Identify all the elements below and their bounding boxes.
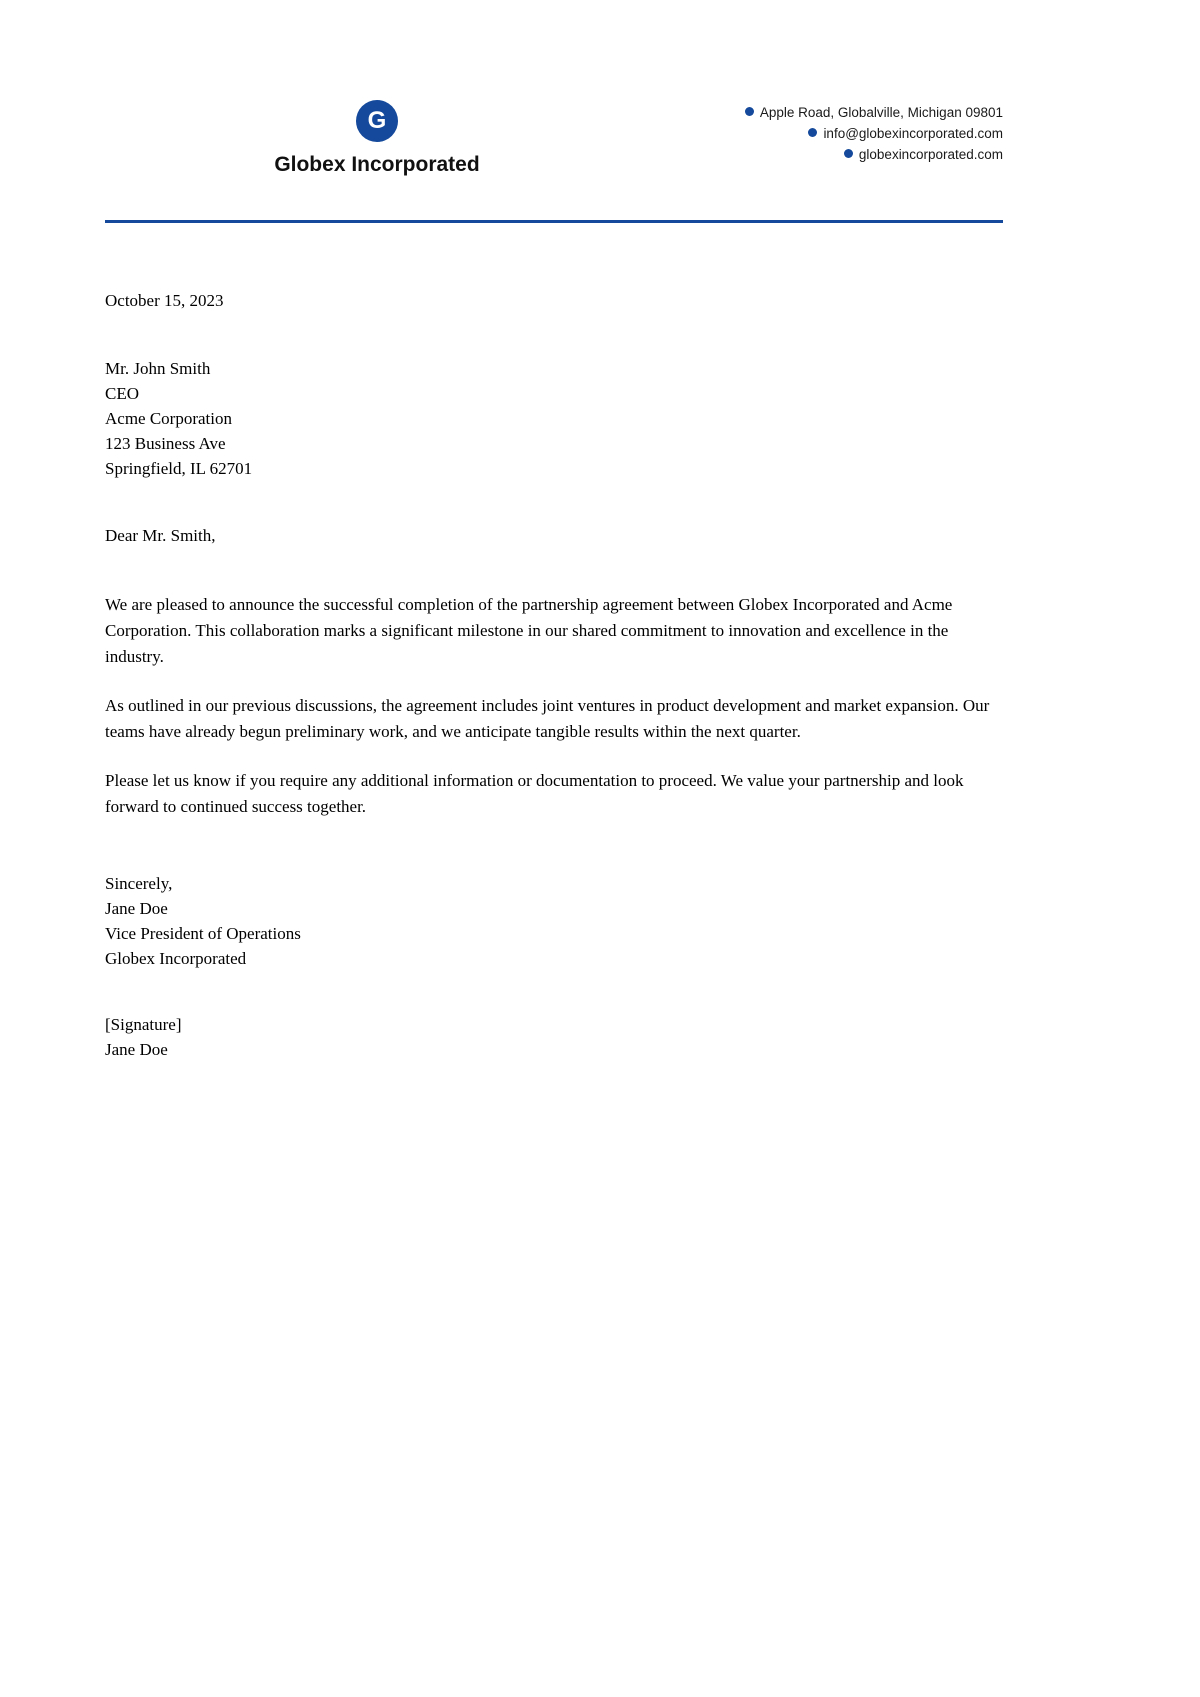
signature-block [105, 1012, 1001, 1062]
recipient-address-block [105, 356, 1001, 481]
header-divider [105, 220, 1003, 223]
email-dot-icon [808, 128, 817, 137]
closing-line: Sincerely, [105, 874, 173, 893]
recipient-line: Acme Corporation [105, 409, 232, 428]
contact-line-website [745, 144, 1003, 165]
salutation: Dear Mr. Smith, [105, 526, 216, 545]
closing-line: Vice President of Operations [105, 924, 301, 943]
website-dot-icon [844, 149, 853, 158]
contact-email-text[interactable]: info@globexincorporated.com [823, 126, 1003, 141]
body-paragraph: Please let us know if you require any additional information or documentation to proceed. We value your partnership and look forward to continued success together. [105, 771, 964, 816]
signature-placeholder: [Signature] [105, 1015, 182, 1034]
closing-line: Jane Doe [105, 899, 168, 918]
letterhead [105, 80, 1003, 200]
recipient-line: Mr. John Smith [105, 359, 211, 378]
recipient-line: Springfield, IL 62701 [105, 459, 253, 478]
letter-body [105, 288, 1001, 1062]
location-dot-icon [745, 107, 754, 116]
letter-date: October 15, 2023 [105, 291, 224, 310]
logo-letter: G [367, 107, 387, 134]
closing-line: Globex Incorporated [105, 949, 247, 968]
contact-line-email [745, 123, 1003, 144]
recipient-line: 123 Business Ave [105, 434, 226, 453]
contact-line-address [745, 102, 1003, 123]
signature-name: Jane Doe [105, 1040, 168, 1059]
contact-address-text: Apple Road, Globalville, Michigan 09801 [759, 105, 1003, 120]
recipient-line: CEO [105, 384, 139, 403]
contact-block [745, 102, 1003, 165]
company-logo-icon [356, 100, 398, 142]
body-paragraph: We are pleased to announce the successful completion of the partnership agreement between Globex Incorporated and Acme Corporation. This collaboration marks a significant milestone in our shared commitment to innovation and excellence in the industry. [105, 595, 953, 666]
body-paragraph: As outlined in our previous discussions, the agreement includes joint ventures in product development and market expansion. Our teams have already begun preliminary work, and we anticipate tangible results within the next quarter. [105, 696, 990, 741]
contact-website-text[interactable]: globexincorporated.com [858, 147, 1003, 162]
brand-block [227, 100, 527, 177]
closing-block [105, 871, 1001, 971]
company-name: Globex Incorporated [274, 153, 480, 176]
